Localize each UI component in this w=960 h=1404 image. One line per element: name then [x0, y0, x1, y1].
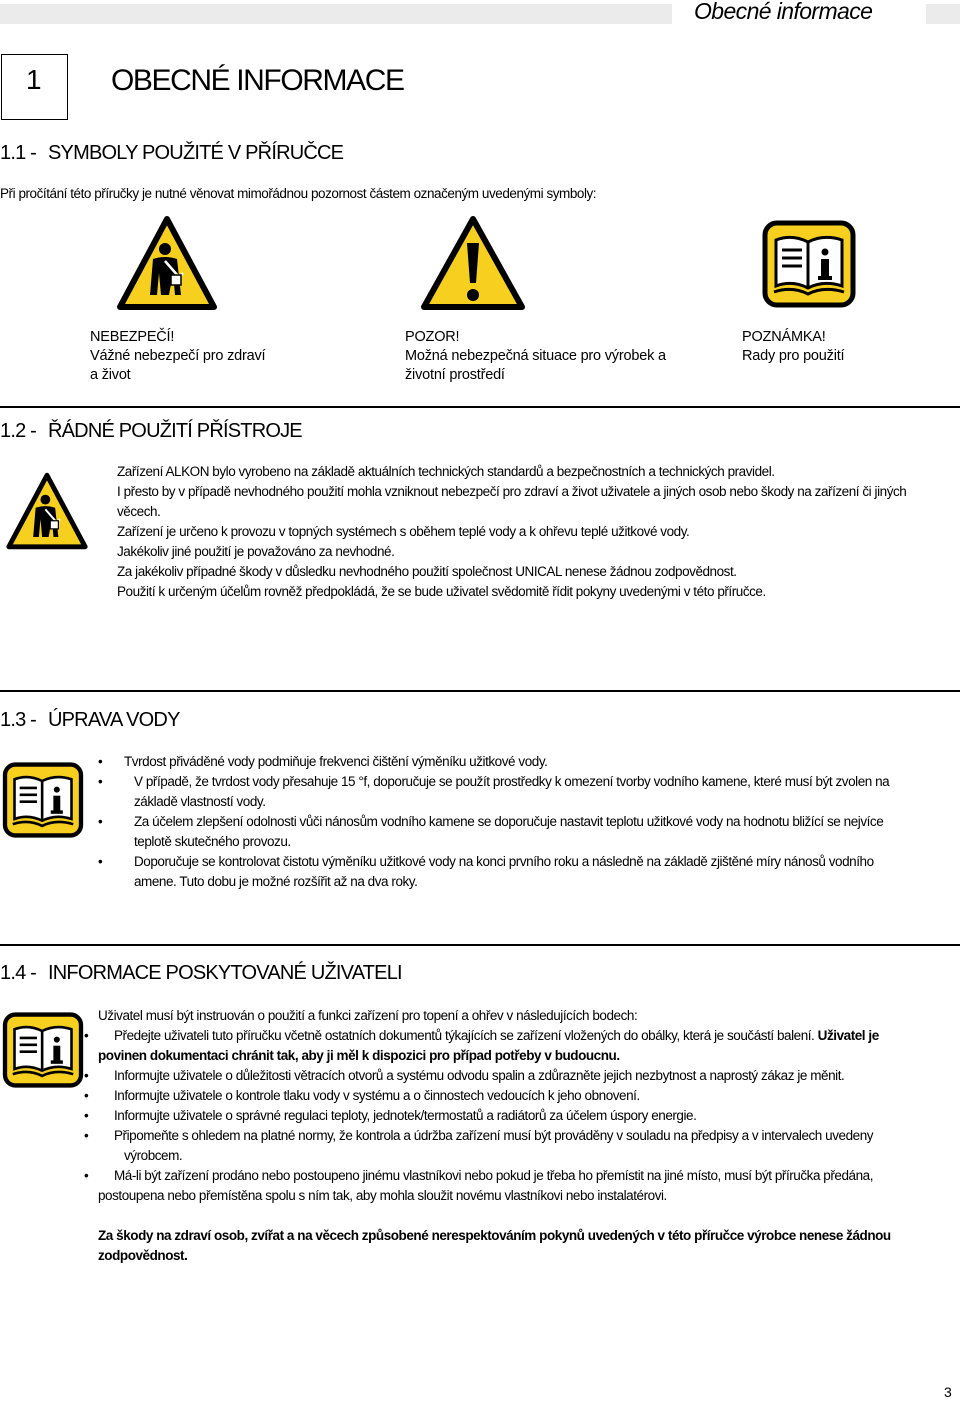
page-header-title: Obecné informace	[694, 0, 873, 24]
symbol-label-line: životní prostředí	[405, 367, 505, 383]
liability-warning-line: Za škody na zdraví osob, zvířat a na věcech způsobené nerespektováním pokynů uvedených v této příručce výrobce nenese žádnou	[98, 1228, 891, 1243]
bullet-icon: •	[84, 1088, 89, 1103]
symbol-label-note	[742, 328, 844, 366]
symbol-label-line: a život	[90, 367, 131, 383]
paragraph-line: Jakékoliv jiné použití je považováno za nevhodné.	[117, 544, 395, 559]
exclamation-warning-icon	[420, 215, 526, 311]
paragraph-line: věcech.	[117, 504, 161, 519]
section-1-4-body	[84, 1006, 891, 1266]
list-item-continuation: teplotě skutečného provozu.	[134, 834, 291, 849]
symbol-label-line: Rady pro použití	[742, 348, 845, 364]
symbol-label-line: Možná nebezpečná situace pro výrobek a	[405, 348, 666, 364]
bullet-icon: •	[84, 1128, 89, 1143]
list-item-continuation: postoupena nebo přemístěna spolu s ním tak, aby mohla sloužit novému vlastníkovi nebo instalatérovi.	[98, 1188, 667, 1203]
list-item-text: Má-li být zařízení prodáno nebo postoupeno jinému vlastníkovi nebo pokud je třeba ho přemístit na jiné místo, musí být příručka předána,	[114, 1168, 874, 1183]
list-item-text: Doporučuje se kontrolovat čistotu výměníku užitkové vody na konci prvního roku a následně na základě zjištěné míry nánosů vodního	[134, 854, 874, 869]
manual-info-icon	[2, 1012, 84, 1088]
section-title: INFORMACE POSKYTOVANÉ UŽIVATELI	[48, 962, 402, 984]
section-title: SYMBOLY POUŽITÉ V PŘÍRUČCE	[48, 142, 344, 164]
list-item-text: Informujte uživatele o důležitosti větracích otvorů a systému odvodu spalin a zdůrazněte jejich nezbytnost a naprostý zákaz je měnit.	[114, 1068, 845, 1083]
liability-warning	[98, 1246, 891, 1266]
symbol-label-caution	[405, 328, 666, 385]
list-item	[98, 852, 889, 872]
paragraph-line: Zařízení ALKON bylo vyrobeno na základě aktuálních technických standardů a bezpečnostních a technických pravidel.	[117, 464, 775, 479]
list-item	[98, 812, 889, 832]
bullet-icon: •	[84, 1108, 89, 1123]
symbol-label-line: Vážné nebezpečí pro zdraví	[90, 348, 266, 364]
section-number: 1.1 -	[0, 142, 37, 164]
list-item	[84, 1126, 891, 1146]
section-intro: Uživatel musí být instruován o použití a funkci zařízení pro topení a ohřev v následujících bodech:	[98, 1008, 638, 1023]
paragraph-line: Použití k určeným účelům rovněž předpokládá, že se bude uživatel svědomitě řídit pokyny uvedenými v této příručce.	[117, 584, 766, 599]
header-bar-right	[926, 4, 960, 24]
section-1-2-body	[117, 462, 906, 602]
section-divider	[0, 406, 960, 408]
bullet-icon: •	[98, 774, 103, 789]
section-1-1-heading	[0, 142, 343, 165]
list-item-emphasis: povinen dokumentaci chránit tak, aby ji měl k dispozici pro případ potřeby v budoucnu.	[98, 1048, 620, 1063]
list-item-continuation	[98, 1046, 891, 1066]
list-item-text: Připomeňte s ohledem na platné normy, že kontrola a údržba zařízení musí být prováděny v souladu na předpisy a v intervalech uvedeny	[114, 1128, 874, 1143]
list-item-text: V případě, že tvrdost vody přesahuje 15 °f, doporučuje se použít prostředky k omezení tvorby vodního kamene, které musí být zvolen na	[134, 774, 890, 789]
injury-warning-icon	[117, 215, 217, 311]
section-1-3-heading	[0, 709, 180, 732]
bullet-icon: •	[84, 1068, 89, 1083]
list-item	[84, 1026, 891, 1046]
bullet-icon: •	[84, 1168, 89, 1183]
section-1-2-heading	[0, 420, 302, 443]
paragraph-line: Zařízení je určeno k provozu v topných systémech s oběhem teplé vody a k ohřevu teplé užitkové vody.	[117, 524, 690, 539]
symbol-label-danger	[90, 328, 265, 385]
header-bar-left	[0, 4, 672, 24]
list-item	[84, 1166, 891, 1186]
section-number: 1.2 -	[0, 420, 37, 442]
list-item	[84, 1066, 891, 1086]
symbol-label-line: NEBEZPEČÍ!	[90, 329, 175, 345]
section-number: 1.4 -	[0, 962, 37, 984]
paragraph-line: Za jakékoliv případné škody v důsledku nevhodného použití společnost UNICAL nenese žádnou zodpovědnost.	[117, 564, 737, 579]
chapter-number: 1	[26, 64, 42, 95]
list-item-text: Předejte uživateli tuto příručku včetně ostatních dokumentů týkajících se zařízení vložených do obálky, která je součástí balení.	[114, 1028, 815, 1043]
section-1-1-intro: Při pročítání této příručky je nutné věnovat mimořádnou pozornost částem označeným uvedenými symboly:	[0, 186, 597, 201]
list-item-text: Za účelem zlepšení odolnosti vůči nánosům vodního kamene se doporučuje nastavit teplotu užitkové vody na hodnotu bližící se nejvíce	[134, 814, 884, 829]
section-divider	[0, 944, 960, 946]
bullet-icon: •	[98, 754, 103, 769]
section-title: ŘÁDNÉ POUŽITÍ PŘÍSTROJE	[48, 420, 302, 442]
liability-warning-line: zodpovědnost.	[98, 1248, 188, 1263]
section-1-4-heading	[0, 962, 402, 985]
section-1-3-bullets	[98, 752, 890, 892]
injury-warning-icon	[4, 472, 90, 550]
list-item-text: Informujte uživatele o správné regulaci teploty, jednotek/termostatů a radiátorů za účelem úspory energie.	[114, 1108, 697, 1123]
bullet-icon: •	[98, 814, 103, 829]
bullet-icon: •	[84, 1028, 89, 1043]
manual-info-icon	[2, 762, 84, 838]
manual-info-icon	[762, 220, 856, 308]
list-item-continuation: výrobcem.	[124, 1148, 183, 1163]
section-divider	[0, 690, 960, 692]
list-item	[84, 1106, 891, 1126]
page-number: 3	[944, 1384, 952, 1400]
list-item-text: Informujte uživatele o kontrole tlaku vody v systému a o činnostech vedoucích k jeho obnovení.	[114, 1088, 640, 1103]
list-item	[98, 752, 889, 772]
list-item-text: Tvrdost přiváděné vody podmiňuje frekvenci čištění výměníku užitkové vody.	[124, 754, 548, 769]
list-item-continuation: amene. Tuto dobu je možné rozšířit až na dva roky.	[134, 874, 418, 889]
list-item	[84, 1086, 891, 1106]
list-item-emphasis: Uživatel je	[817, 1028, 879, 1043]
list-item	[98, 772, 890, 792]
section-number: 1.3 -	[0, 709, 37, 731]
chapter-title: OBECNÉ INFORMACE	[111, 64, 404, 97]
paragraph-line: I přesto by v případě nevhodného použití mohla vzniknout nebezpečí pro zdraví a život uživatele a jiných osob nebo škody na zařízení či jiných	[117, 484, 907, 499]
symbol-label-line: POZOR!	[405, 329, 460, 345]
symbol-label-line: POZNÁMKA!	[742, 329, 826, 345]
bullet-icon: •	[98, 854, 103, 869]
liability-warning	[98, 1226, 891, 1246]
list-item-continuation: základě vlastností vody.	[134, 794, 266, 809]
section-title: ÚPRAVA VODY	[48, 709, 180, 731]
